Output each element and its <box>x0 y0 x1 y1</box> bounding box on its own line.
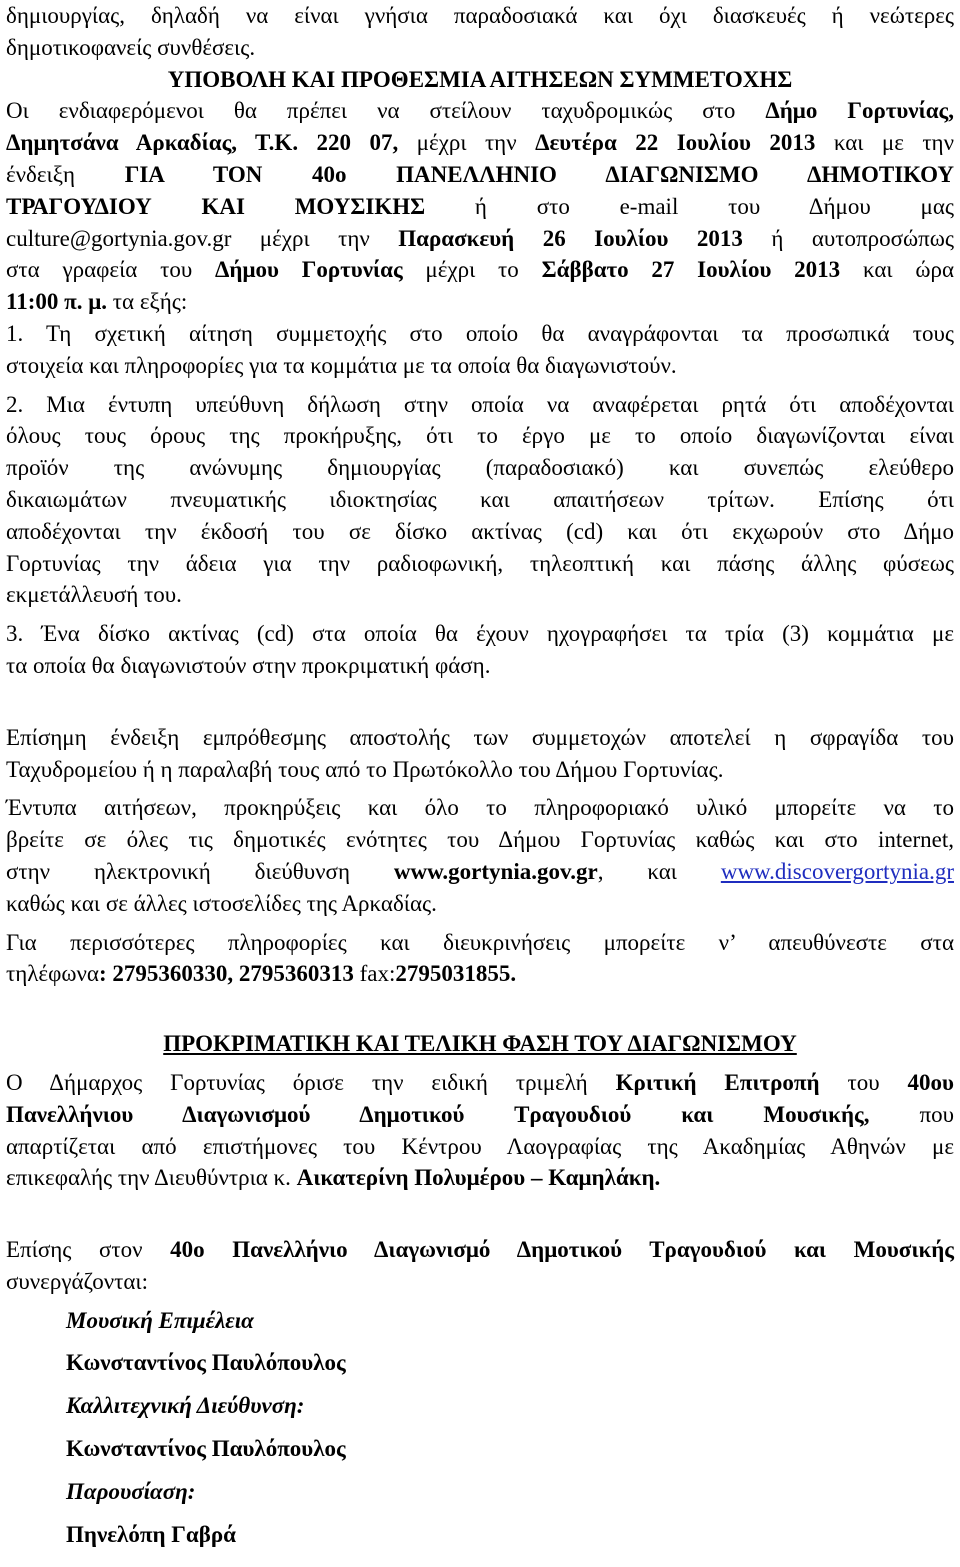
credits-list <box>6 1305 954 1551</box>
item-2-line-7: εκμετάλλευσή του. <box>6 582 182 608</box>
submission-para-line-1: Οι ενδιαφερόμενοι θα πρέπει να στείλουν ταχυδρομικώς στο Δήμο Γορτυνίας, <box>6 98 954 124</box>
credit-role: Καλλιτεχνική Διεύθυνση: <box>66 1393 305 1419</box>
forms-line-3: στην ηλεκτρονική διεύθυνση www.gortynia.gov.gr, και www.discovergortynia.gr <box>6 858 954 884</box>
contact-line-1: Για περισσότερες πληροφορίες και διευκρινήσεις μπορείτε ν’ απευθύνεστε στα <box>6 929 954 955</box>
submission-heading: ΥΠΟΒΟΛΗ ΚΑΙ ΠΡΟΘΕΣΜΙΑ ΑΙΤΗΣΕΩΝ ΣΥΜΜΕΤΟΧΗΣ <box>167 66 793 92</box>
forms-line-1: Έντυπα αιτήσεων, προκηρύξεις και όλο το πληροφοριακό υλικό μπορείτε να το <box>6 795 954 821</box>
credit-person: Πηνελόπη Γαβρά <box>66 1521 236 1547</box>
submission-para-line-5: culture@gortynia.gov.gr μέχρι την Παρασκευή 26 Ιουλίου 2013 ή αυτοπροσώπως <box>6 225 955 251</box>
submission-para-line-4: ΤΡΑΓΟΥΔΙΟΥ ΚΑΙ ΜΟΥΣΙΚΗΣ ή στο e-mail του Δήμου μας <box>6 193 954 219</box>
credit-person: Κωνσταντίνος Παυλόπουλος <box>66 1436 346 1462</box>
item-1-line-1: 1. Τη σχετική αίτηση συμμετοχής στο οποίο θα αναγράφονται τα προσωπικά τους <box>6 320 954 346</box>
official-postmark-line-2: Ταχυδρομείου ή η παραλαβή τους από το Πρωτόκολλο του Δήμου Γορτυνίας. <box>6 756 724 782</box>
phase-heading: ΠΡΟΚΡΙΜΑΤΙΚΗ ΚΑΙ ΤΕΛΙΚΗ ΦΑΣΗ ΤΟΥ ΔΙΑΓΩΝΙΣΜΟΥ <box>163 1031 797 1057</box>
forms-line-2: βρείτε σε όλες τις δημοτικές ενότητες του Δήμου Γορτυνίας καθώς και στο internet, <box>6 827 954 853</box>
item-3-line-2: τα οποία θα διαγωνιστούν στην προκριματική φάση. <box>6 652 491 678</box>
item-2-line-2: όλους τους όρους της προκήρυξης, ότι το έργο με το οποίο διαγωνίζονται είναι <box>6 423 954 449</box>
phase-para-line-2: Πανελλήνιου Διαγωνισμού Δημοτικού Τραγουδιού και Μουσικής, που <box>6 1101 954 1127</box>
credit-role: Μουσική Επιμέλεια <box>66 1307 254 1333</box>
intro-line-2: δημοτικοφανείς συνθέσεις. <box>6 34 256 60</box>
gortynia-website: www.gortynia.gov.gr <box>393 858 598 884</box>
document-page <box>6 0 954 1550</box>
credit-role: Παρουσίαση: <box>66 1478 196 1504</box>
submission-para-line-3: ένδειξη ΓΙΑ ΤΟΝ 40ο ΠΑΝΕΛΛΗΝΙΟ ΔΙΑΓΩΝΙΣΜΟ ΔΗΜΟΤΙΚΟΥ <box>6 161 954 187</box>
phase-para-line-1: Ο Δήμαρχος Γορτυνίας όρισε την ειδική τριμελή Κριτική Επιτροπή του 40ου <box>6 1069 954 1095</box>
intro-line-1: δημιουργίας, δηλαδή να είναι γνήσια παραδοσιακά και όχι διασκευές ή νεώτερες <box>6 3 954 28</box>
contact-line-2: τηλέφωνα: 2795360330, 2795360313 fax:2795031855. <box>6 961 517 987</box>
phase-para-line-4: επικεφαλής την Διευθύντρια κ. Αικατερίνη Πολυμέρου – Καμηλάκη. <box>6 1165 661 1191</box>
submission-para-line-2: Δημητσάνα Αρκαδίας, Τ.Κ. 220 07, μέχρι την Δευτέρα 22 Ιουλίου 2013 και με την <box>6 130 954 156</box>
item-2-line-4: δικαιωμάτων πνευματικής ιδιοκτησίας και απαιτήσεων τρίτων. Επίσης ότι <box>6 486 954 512</box>
collab-line-2: συνεργάζονται: <box>6 1268 148 1294</box>
phase-para-line-3: απαρτίζεται από επιστήμονες του Κέντρου Λαογραφίας της Ακαδημίας Αθηνών με <box>6 1133 954 1159</box>
credit-person: Κωνσταντίνος Παυλόπουλος <box>66 1350 346 1376</box>
forms-line-4: καθώς και σε άλλες ιστοσελίδες της Αρκαδίας. <box>6 890 437 916</box>
official-postmark-line-1: Επίσημη ένδειξη εμπρόθεσμης αποστολής των συμμετοχών αποτελεί η σφραγίδα του <box>6 724 954 750</box>
collab-line-1: Επίσης στον 40ο Πανελλήνιο Διαγωνισμό Δημοτικού Τραγουδιού και Μουσικής <box>6 1237 954 1263</box>
item-2-line-5: αποδέχονται την έκδοσή του σε δίσκο ακτίνας (cd) και ότι εκχωρούν στο Δήμο <box>6 518 954 544</box>
phone-numbers: : 2795360330, 2795360313 <box>98 961 354 987</box>
item-2-line-6: Γορτυνίας την άδεια για την ραδιοφωνική, τηλεοπτική και πάσης άλλης φύσεως <box>6 550 954 576</box>
item-2-line-3: προϊόν της ανώνυμης δημιουργίας (παραδοσιακό) και συνεπώς ελεύθερο <box>6 455 954 481</box>
fax-number: 2795031855. <box>395 961 517 987</box>
submission-para-line-7: 11:00 π. μ. τα εξής: <box>6 289 188 315</box>
item-3-line-1: 3. Ένα δίσκο ακτίνας (cd) στα οποία θα έχουν ηχογραφήσει τα τρία (3) κομμάτια με <box>6 621 954 647</box>
item-2-line-1: 2. Μια έντυπη υπεύθυνη δήλωση στην οποία να αναφέρεται ρητά ότι αποδέχονται <box>6 391 954 417</box>
item-1-line-2: στοιχεία και πληροφορίες για τα κομμάτια με τα οποία θα διαγωνιστούν. <box>6 352 677 378</box>
discovergortynia-link[interactable]: www.discovergortynia.gr <box>720 858 954 884</box>
submission-para-line-6: στα γραφεία του Δήμου Γορτυνίας μέχρι το Σάββατο 27 Ιουλίου 2013 και ώρα <box>6 257 955 283</box>
